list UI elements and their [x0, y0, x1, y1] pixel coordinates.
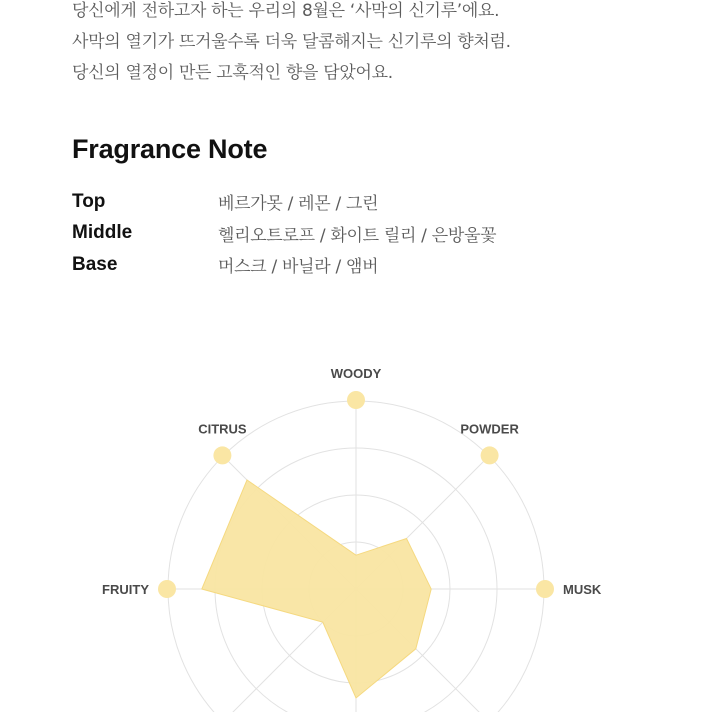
axis-label-powder: POWDER [460, 421, 519, 437]
axis-marker [158, 580, 176, 598]
note-value-middle: 헬리오트로프 / 화이트 릴리 / 은방울꽃 [218, 225, 497, 246]
axis-marker [481, 446, 499, 464]
axis-marker [347, 391, 365, 409]
axis-marker [536, 580, 554, 598]
axis-marker [213, 446, 231, 464]
radar-area-group [202, 480, 431, 698]
axis-label-musk: MUSK [563, 582, 602, 597]
radar-data-polygon [202, 480, 431, 698]
note-label-middle: Middle [72, 222, 133, 244]
axis-label-woody: WOODY [330, 366, 382, 381]
note-label-base: Base [72, 253, 118, 275]
note-label-top: Top [72, 190, 106, 212]
intro-line-1: 당신에게 전하고자 하는 우리의 8월은 ‘사막의 신기루’에요. [72, 1, 500, 21]
axis-label-fruity: FRUITY [102, 582, 149, 597]
fragrance-note-title: Fragrance Note [72, 134, 268, 164]
note-value-base: 머스크 / 바닐라 / 앰버 [218, 257, 379, 278]
intro-line-2: 사막의 열기가 뜨거울수록 더욱 달콤해지는 신기루의 향처럼. [72, 32, 511, 52]
note-value-top: 베르가못 / 레몬 / 그린 [218, 194, 379, 215]
axis-label-citrus: CITRUS [198, 421, 247, 437]
intro-line-3: 당신의 열정이 만든 고혹적인 향을 담았어요. [72, 63, 393, 83]
